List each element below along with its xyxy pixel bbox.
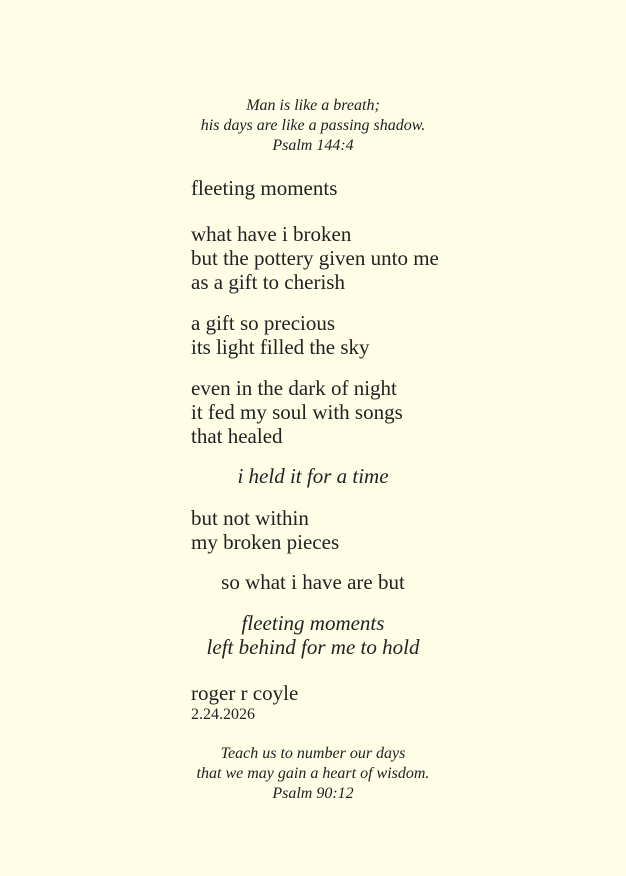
stanza-5 [191,506,339,554]
stanza-5-line-1: but not within [191,506,309,530]
stanza-2-line-1: a gift so precious [191,311,336,335]
epigraph-top-citation: Psalm 144:4 [272,137,354,154]
stanza-6 [0,570,626,594]
epigraph-bottom-line-2: that we may gain a heart of wisdom. [196,765,430,782]
stanza-3-line-2: it fed my soul with songs [191,400,403,424]
stanza-3-line-3: that healed [191,424,283,448]
stanza-7-line-2: left behind for me to hold [206,635,420,659]
author-name: roger r coyle [191,681,299,705]
epigraph-top-line-2: his days are like a passing shadow. [200,117,426,134]
stanza-7 [0,611,626,659]
stanza-4-line-1: i held it for a time [237,464,389,488]
epigraph-bottom [0,744,626,804]
stanza-2 [191,311,370,359]
epigraph-top [0,96,626,156]
stanza-6-line-1: so what i have are but [221,570,405,594]
stanza-7-line-1: fleeting moments [241,611,385,635]
stanza-5-line-2: my broken pieces [191,530,340,554]
stanza-3 [191,376,403,448]
stanza-1 [191,222,439,294]
epigraph-bottom-line-1: Teach us to number our days [220,745,406,762]
stanza-3-line-1: even in the dark of night [191,376,397,400]
epigraph-bottom-citation: Psalm 90:12 [272,785,354,802]
epigraph-top-line-1: Man is like a breath; [246,97,380,114]
stanza-4 [0,464,626,488]
poem-date: 2.24.2026 [191,706,255,723]
stanza-2-line-2: its light filled the sky [191,335,370,359]
stanza-1-line-2: but the pottery given unto me [191,246,439,270]
stanza-1-line-3: as a gift to cherish [191,270,345,294]
poem-title: fleeting moments [191,176,338,200]
stanza-1-line-1: what have i broken [191,222,352,246]
